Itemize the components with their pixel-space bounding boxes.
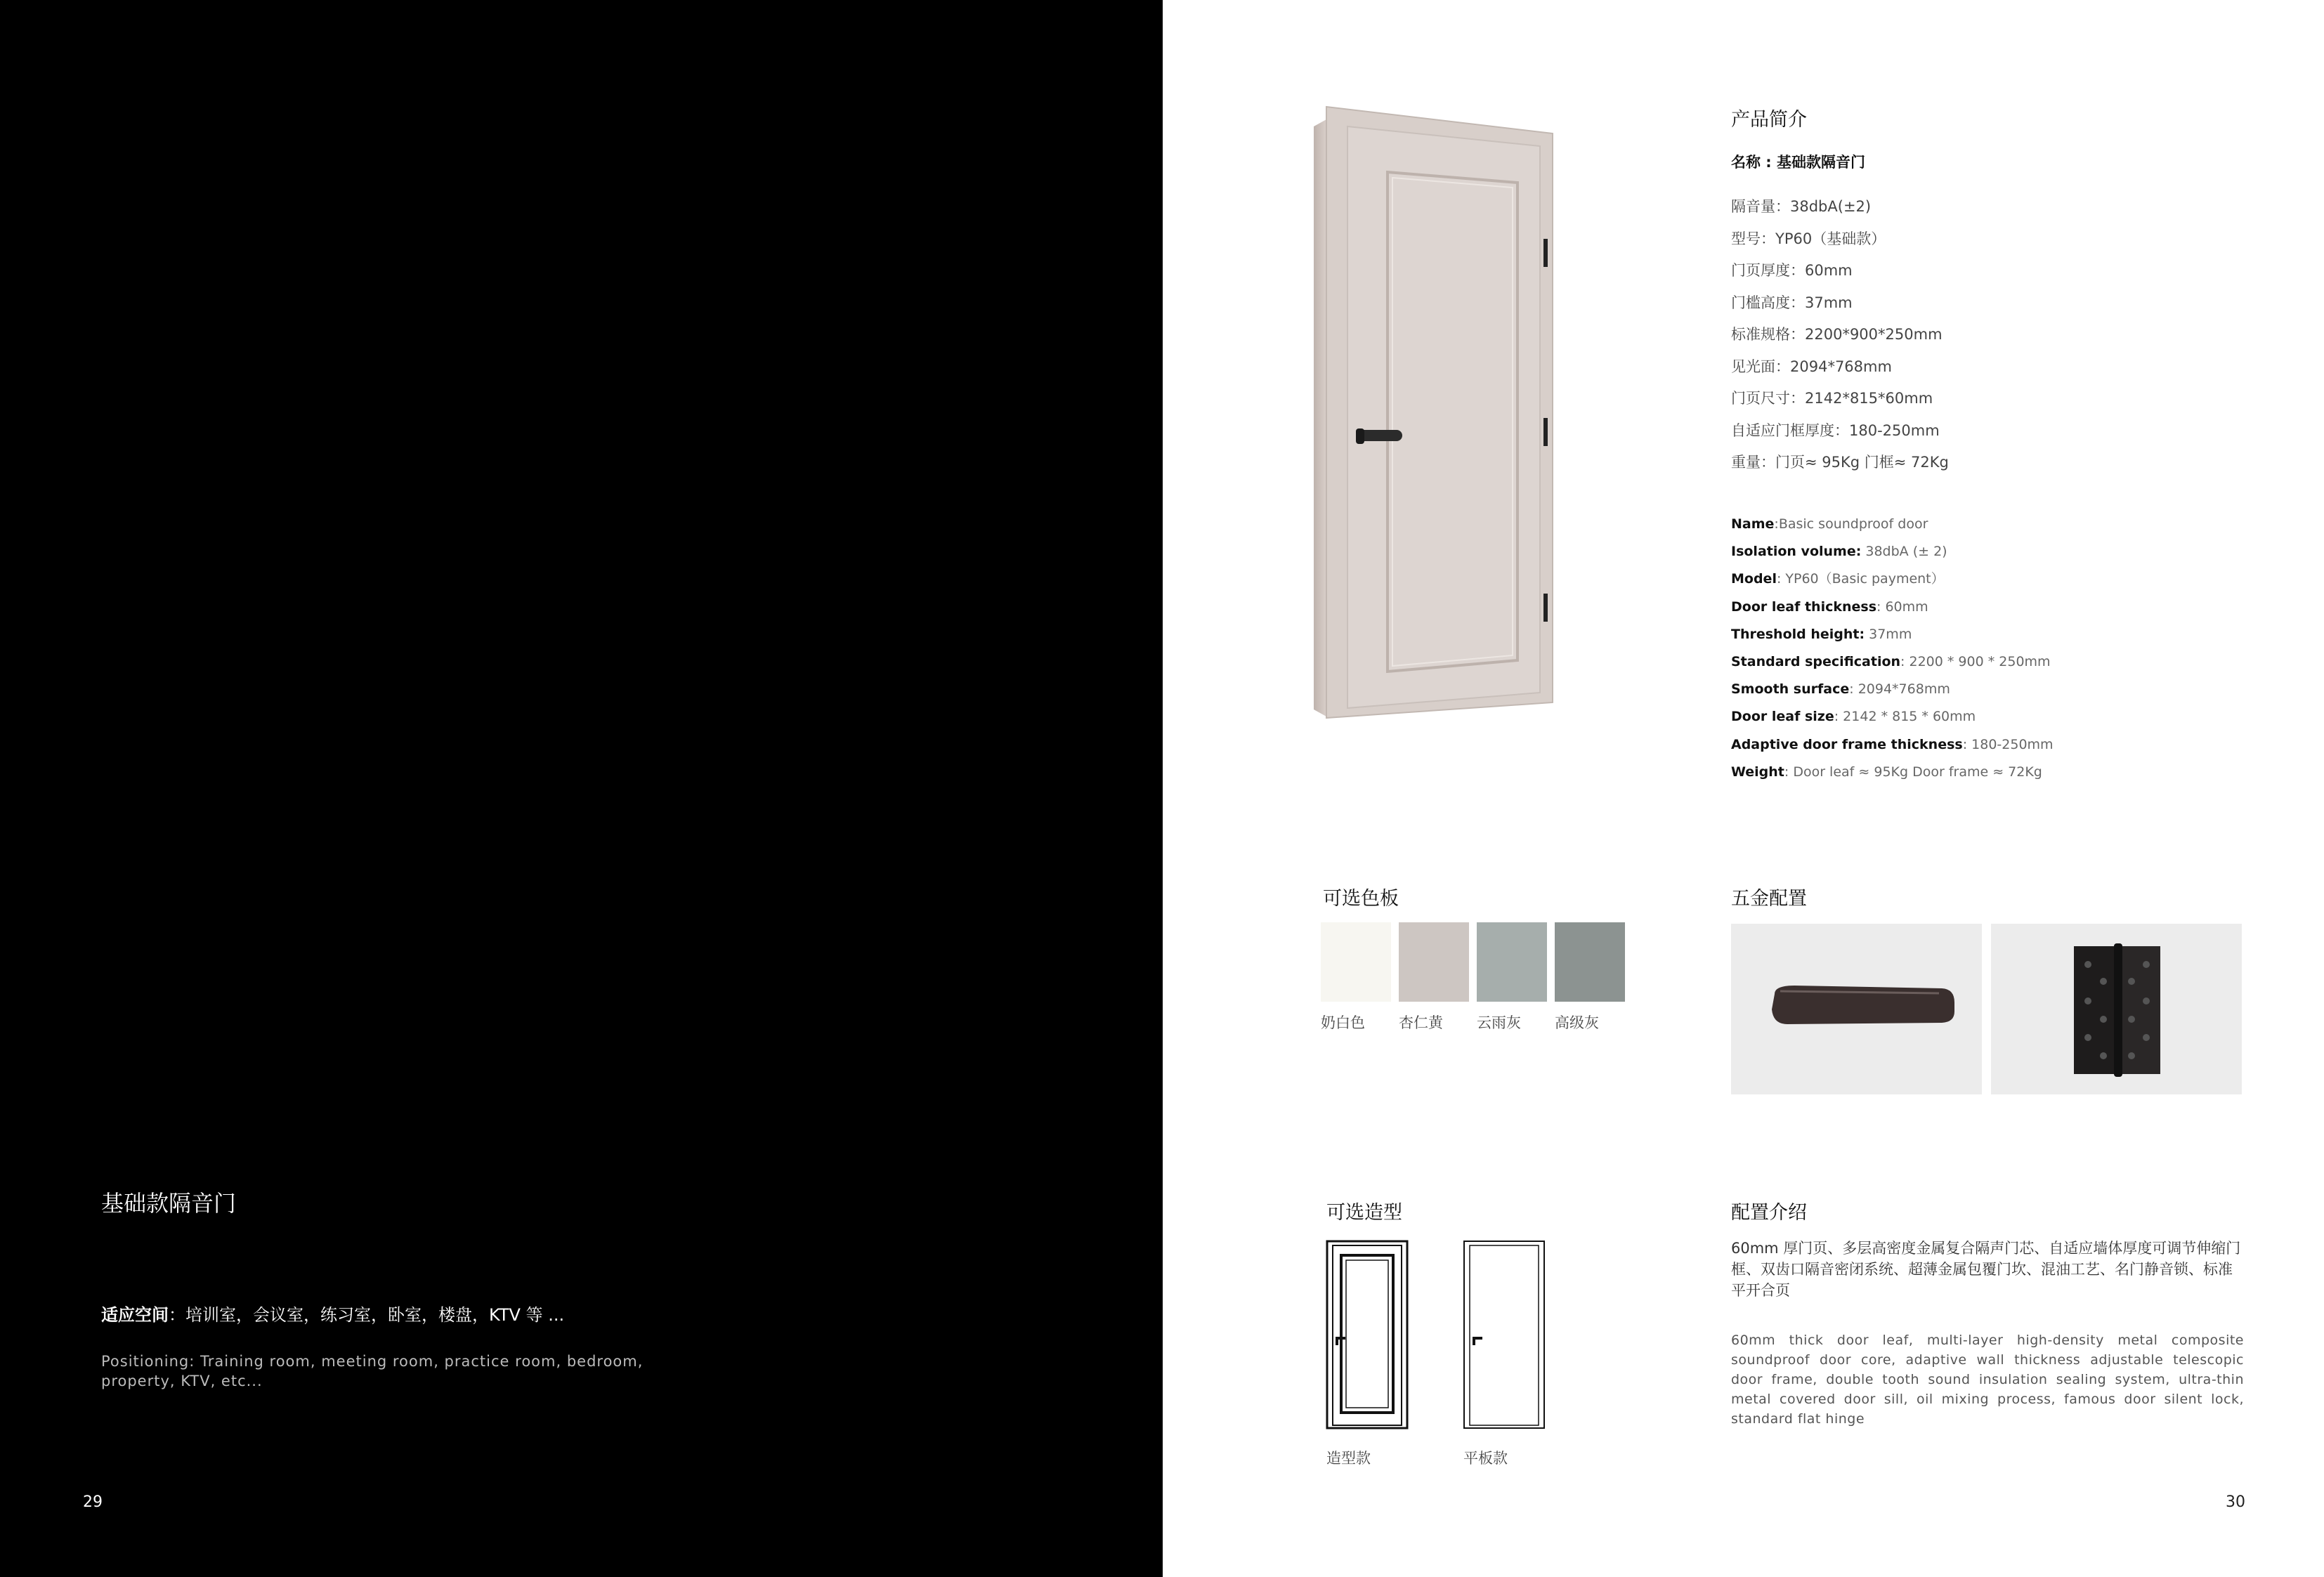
- swatch-chip: [1399, 922, 1469, 1002]
- style-label: 造型款: [1326, 1450, 1371, 1467]
- applicable-spaces: [101, 1301, 564, 1326]
- spec-en-value: : 2094*768mm: [1849, 681, 1950, 698]
- spec-cn-item: 门页尺寸：2142*815*60mm: [1731, 390, 1933, 407]
- spec-cn-item: 隔音量：38dbA(±2): [1731, 198, 1872, 215]
- spec-en-label: Weight: [1731, 764, 1784, 780]
- hinge-icon: [1991, 924, 2242, 1094]
- spec-en-label: Isolation volume:: [1731, 544, 1862, 560]
- spec-en-value: : 60mm: [1876, 598, 1928, 615]
- positioning-text: Positioning: Training room, meeting room, practice room, bedroom, property, KTV, etc...: [101, 1353, 644, 1389]
- color-swatch: [1399, 922, 1469, 1033]
- spec-en-item: [1731, 731, 2054, 759]
- spec-cn-item: 自适应门框厚度：180-250mm: [1731, 421, 1940, 439]
- hardware-handle-image: [1731, 924, 1982, 1094]
- spec-en-value: : 180-250mm: [1962, 736, 2054, 752]
- spec-en-item: [1731, 759, 2054, 786]
- config-text-en: 60mm thick door leaf, multi-layer high-density metal composite soundproof door core, adaptive wall thickness adjustable telescopic door frame, double tooth sound insulation sealing system, ultra-thin metal covered door sill, oil mixing process, famous door silent lock, standard flat hinge: [1731, 1333, 2244, 1427]
- page-number-left: 29: [83, 1493, 103, 1511]
- config-heading: 配置介绍: [1731, 1202, 1807, 1224]
- spec-en-label: Model: [1731, 571, 1777, 587]
- swatch-label: 云雨灰: [1477, 1014, 1521, 1031]
- applicable-spaces-value: ：培训室，会议室，练习室，卧室，楼盘，KTV 等 ...: [169, 1305, 565, 1325]
- spec-en-value: : YP60（Basic payment）: [1776, 571, 1945, 587]
- color-swatch: [1477, 922, 1547, 1033]
- color-swatch: [1321, 922, 1391, 1033]
- swatch-chip: [1555, 922, 1625, 1002]
- door-handle-icon: [1731, 924, 1982, 1094]
- spec-cn-item: 门页厚度：60mm: [1731, 262, 1853, 279]
- hardware-hinge-image: [1991, 924, 2242, 1094]
- spec-en-item: [1731, 703, 2054, 731]
- style-flat-door-icon: [1463, 1240, 1546, 1429]
- config-text-cn: 60mm 厚门页、多层高密度金属复合隔声门芯、自适应墙体厚度可调节伸缩门框、双齿口隔音密闭系统、超薄金属包覆门坎、混油工艺、名门静音锁、标准平开合页: [1731, 1240, 2241, 1299]
- spec-en-item: [1731, 648, 2054, 676]
- intro-heading: 产品简介: [1731, 109, 1807, 131]
- spec-en-value: 38dbA (± 2): [1861, 544, 1947, 560]
- colors-heading: 可选色板: [1323, 888, 1399, 910]
- spec-en-label: Threshold height:: [1731, 626, 1865, 642]
- door-image: [1314, 105, 1567, 724]
- spec-en-item: [1731, 594, 2054, 621]
- style-label: 平板款: [1463, 1450, 1508, 1467]
- hardware-heading: 五金配置: [1731, 888, 1807, 910]
- spec-cn-item: 见光面：2094*768mm: [1731, 358, 1892, 375]
- spec-cn-item: 型号：YP60（基础款）: [1731, 230, 1886, 247]
- swatch-label: 杏仁黄: [1399, 1014, 1443, 1031]
- spec-en-label: Smooth surface: [1731, 681, 1850, 698]
- page-number-right: 30: [2226, 1493, 2245, 1511]
- spec-en-value: : 2200 * 900 * 250mm: [1900, 654, 2051, 670]
- color-swatch: [1555, 922, 1625, 1033]
- spec-en-value: 37mm: [1865, 626, 1912, 642]
- spec-en-item: [1731, 565, 2054, 593]
- spec-en-label: Name: [1731, 516, 1775, 532]
- applicable-spaces-label: 适应空间: [101, 1305, 169, 1325]
- spec-en-item: [1731, 538, 2054, 565]
- spec-list-en: [1731, 511, 2054, 786]
- styles-heading: 可选造型: [1326, 1202, 1402, 1224]
- spec-en-item: [1731, 621, 2054, 648]
- swatch-label: 奶白色: [1321, 1014, 1365, 1031]
- spec-en-value: : 2142 * 815 * 60mm: [1834, 709, 1976, 725]
- product-title: 基础款隔音门: [101, 1190, 237, 1217]
- spec-en-label: Standard specification: [1731, 654, 1901, 670]
- swatch-label: 高级灰: [1555, 1014, 1599, 1031]
- spec-cn-item: 标准规格：2200*900*250mm: [1731, 326, 1943, 343]
- spec-cn-item: 重量：门页≈ 95Kg 门框≈ 72Kg: [1731, 454, 1949, 471]
- spec-en-label: Adaptive door frame thickness: [1731, 736, 1963, 752]
- spec-cn-item: 门槛高度：37mm: [1731, 294, 1853, 311]
- swatch-chip: [1321, 922, 1391, 1002]
- style-panel-door-icon: [1326, 1240, 1409, 1429]
- spec-en-value: : Door leaf ≈ 95Kg Door frame ≈ 72Kg: [1784, 764, 2042, 780]
- color-swatches: [1321, 922, 1633, 1033]
- product-name-line: 名称 : 基础款隔音门: [1731, 154, 1866, 171]
- spec-en-label: Door leaf thickness: [1731, 598, 1877, 615]
- spec-en-item: [1731, 676, 2054, 703]
- swatch-chip: [1477, 922, 1547, 1002]
- spec-en-item: [1731, 511, 2054, 538]
- spec-list-cn: [1731, 191, 1949, 479]
- spec-en-label: Door leaf size: [1731, 709, 1834, 725]
- spec-en-value: :Basic soundproof door: [1774, 516, 1928, 532]
